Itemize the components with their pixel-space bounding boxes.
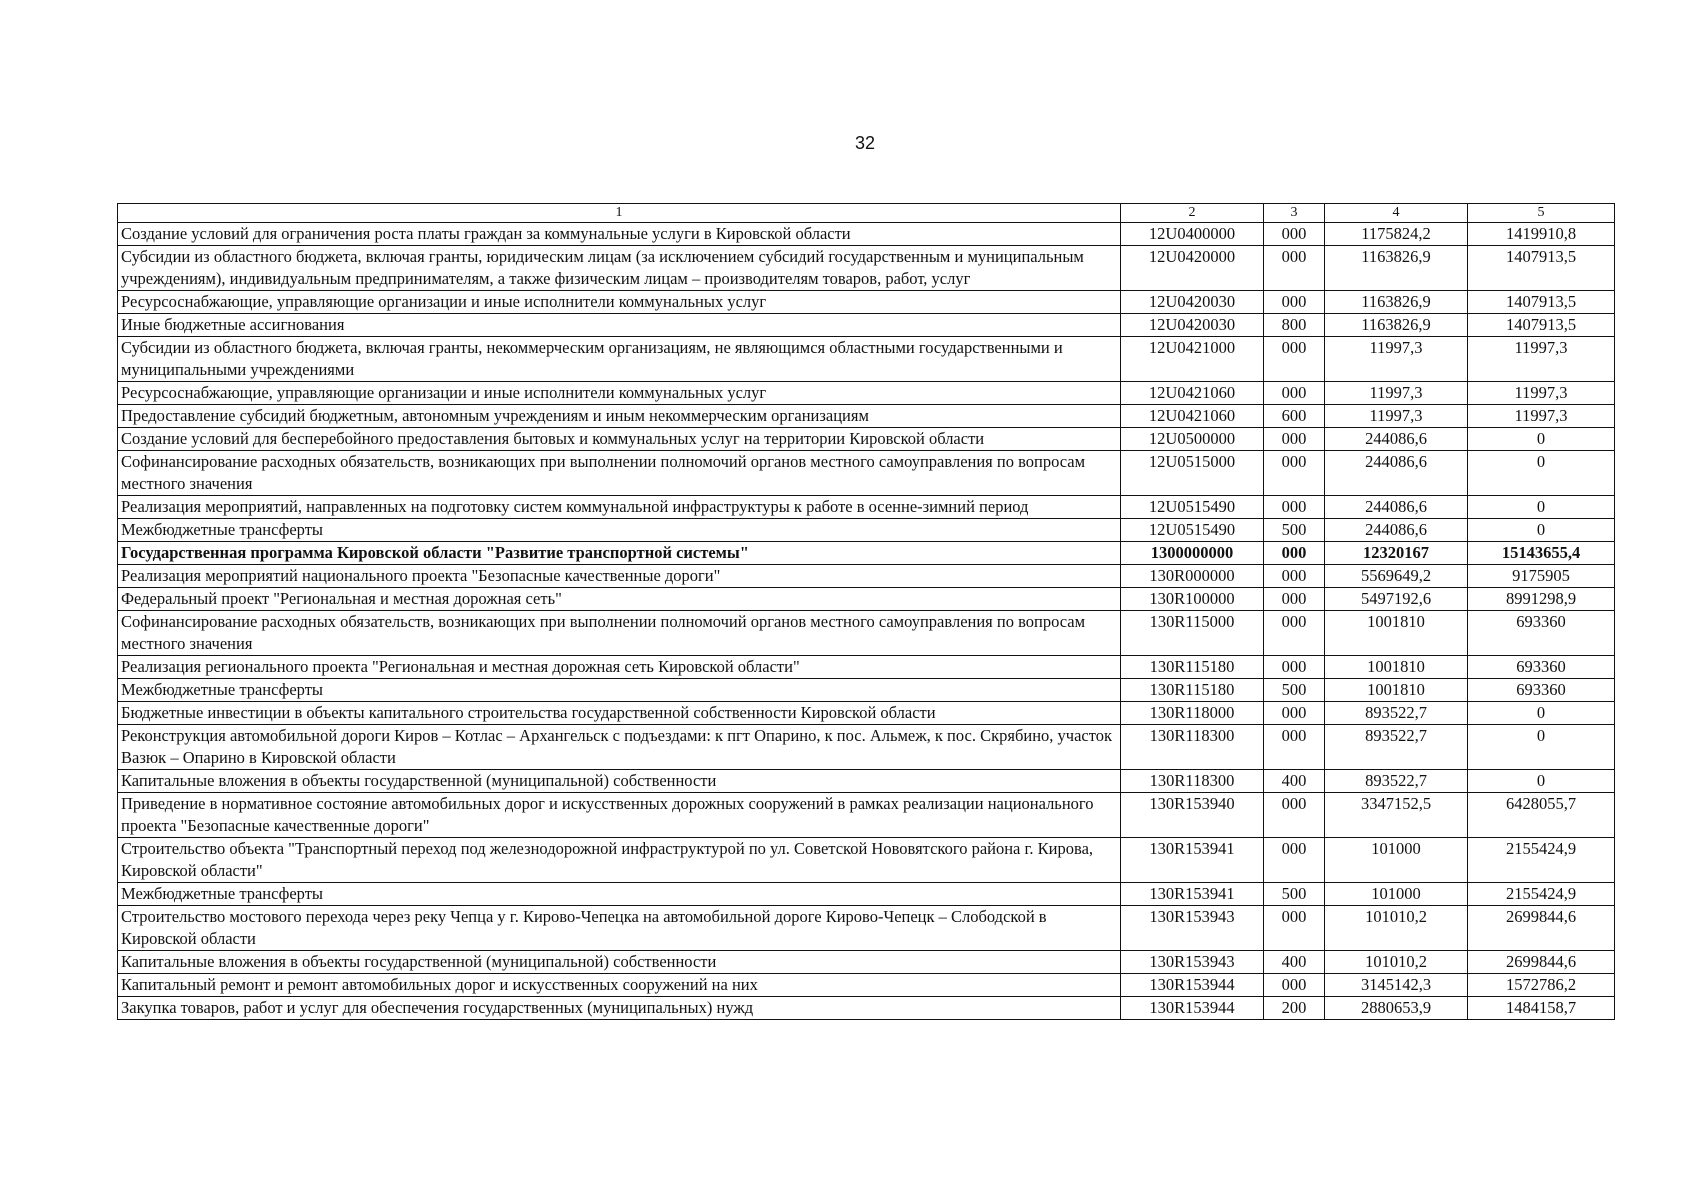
- row-name-cell: Ресурсоснабжающие, управляющие организации и иные исполнители коммунальных услуг: [118, 382, 1121, 405]
- row-value-2021-cell: 1001810: [1325, 656, 1468, 679]
- row-expense-type-cell: 000: [1264, 974, 1325, 997]
- table-row: [118, 519, 1615, 542]
- table-row: [118, 679, 1615, 702]
- row-value-2022-cell: 2699844,6: [1468, 951, 1615, 974]
- row-name-cell: Субсидии из областного бюджета, включая гранты, юридическим лицам (за исключением субсидий государственным и муниципальным учреждениям), индивидуальным предпринимателям, а также физическим лицам – производителям товаров, работ, услуг: [118, 246, 1121, 291]
- row-expense-type-cell: 600: [1264, 405, 1325, 428]
- row-expense-type-cell: 000: [1264, 793, 1325, 838]
- row-expense-type-cell: 800: [1264, 314, 1325, 337]
- row-value-2021-cell: 893522,7: [1325, 770, 1468, 793]
- row-value-2022-cell: 1407913,5: [1468, 246, 1615, 291]
- row-code-cell: 130R153941: [1121, 838, 1264, 883]
- row-value-2021-cell: 244086,6: [1325, 519, 1468, 542]
- row-value-2021-cell: 101000: [1325, 883, 1468, 906]
- row-expense-type-cell: 500: [1264, 679, 1325, 702]
- row-value-2022-cell: 6428055,7: [1468, 793, 1615, 838]
- row-code-cell: 130R115180: [1121, 656, 1264, 679]
- table-row: [118, 382, 1615, 405]
- row-expense-type-cell: 500: [1264, 883, 1325, 906]
- row-value-2021-cell: 1163826,9: [1325, 291, 1468, 314]
- table-row: [118, 883, 1615, 906]
- row-code-cell: 12U0420030: [1121, 314, 1264, 337]
- row-value-2021-cell: 12320167: [1325, 542, 1468, 565]
- table-body: [118, 223, 1615, 1020]
- table-row: [118, 770, 1615, 793]
- row-code-cell: 12U0420030: [1121, 291, 1264, 314]
- row-value-2022-cell: 0: [1468, 428, 1615, 451]
- row-expense-type-cell: 000: [1264, 611, 1325, 656]
- table-row: [118, 906, 1615, 951]
- row-value-2022-cell: 0: [1468, 519, 1615, 542]
- table-row: [118, 565, 1615, 588]
- row-expense-type-cell: 400: [1264, 770, 1325, 793]
- row-name-cell: Софинансирование расходных обязательств, возникающих при выполнении полномочий органов местного самоуправления по вопросам местного значения: [118, 451, 1121, 496]
- row-value-2021-cell: 1163826,9: [1325, 314, 1468, 337]
- row-name-cell: Межбюджетные трансферты: [118, 519, 1121, 542]
- row-value-2022-cell: 1419910,8: [1468, 223, 1615, 246]
- table-row: [118, 588, 1615, 611]
- row-expense-type-cell: 000: [1264, 291, 1325, 314]
- table-row: [118, 974, 1615, 997]
- row-name-cell: Создание условий для ограничения роста платы граждан за коммунальные услуги в Кировской области: [118, 223, 1121, 246]
- row-code-cell: 130R118300: [1121, 725, 1264, 770]
- row-value-2021-cell: 1001810: [1325, 679, 1468, 702]
- header-col-3: 3: [1264, 204, 1325, 223]
- row-value-2022-cell: 11997,3: [1468, 337, 1615, 382]
- row-value-2022-cell: 0: [1468, 725, 1615, 770]
- row-code-cell: 12U0420000: [1121, 246, 1264, 291]
- table-row: [118, 725, 1615, 770]
- row-code-cell: 12U0515000: [1121, 451, 1264, 496]
- row-name-cell: Приведение в нормативное состояние автомобильных дорог и искусственных дорожных сооружений в рамках реализации национального проекта "Безопасные качественные дороги": [118, 793, 1121, 838]
- row-expense-type-cell: 000: [1264, 906, 1325, 951]
- row-code-cell: 130R118000: [1121, 702, 1264, 725]
- table-row: [118, 405, 1615, 428]
- row-value-2021-cell: 1163826,9: [1325, 246, 1468, 291]
- row-expense-type-cell: 000: [1264, 838, 1325, 883]
- row-value-2022-cell: 693360: [1468, 611, 1615, 656]
- row-code-cell: 130R100000: [1121, 588, 1264, 611]
- row-value-2022-cell: 693360: [1468, 679, 1615, 702]
- row-value-2021-cell: 893522,7: [1325, 702, 1468, 725]
- row-code-cell: 130R115180: [1121, 679, 1264, 702]
- row-value-2021-cell: 11997,3: [1325, 405, 1468, 428]
- row-value-2021-cell: 101010,2: [1325, 906, 1468, 951]
- row-code-cell: 130R153941: [1121, 883, 1264, 906]
- row-expense-type-cell: 000: [1264, 702, 1325, 725]
- row-value-2021-cell: 3347152,5: [1325, 793, 1468, 838]
- row-name-cell: Федеральный проект "Региональная и местная дорожная сеть": [118, 588, 1121, 611]
- row-name-cell: Реализация мероприятий, направленных на подготовку систем коммунальной инфраструктуры к работе в осенне-зимний период: [118, 496, 1121, 519]
- row-value-2021-cell: 5569649,2: [1325, 565, 1468, 588]
- table-row: [118, 496, 1615, 519]
- row-expense-type-cell: 000: [1264, 656, 1325, 679]
- row-name-cell: Строительство мостового перехода через реку Чепца у г. Кирово-Чепецка на автомобильной дороге Кирово-Чепецк – Слободской в Кировской области: [118, 906, 1121, 951]
- row-value-2022-cell: 11997,3: [1468, 382, 1615, 405]
- table-row: [118, 951, 1615, 974]
- row-name-cell: Реализация мероприятий национального проекта "Безопасные качественные дороги": [118, 565, 1121, 588]
- row-code-cell: 130R153943: [1121, 951, 1264, 974]
- row-code-cell: 12U0400000: [1121, 223, 1264, 246]
- row-name-cell: Реконструкция автомобильной дороги Киров – Котлас – Архангельск с подъездами: к пгт Опарино, к пос. Альмеж, к пос. Скрябино, участок Вазюк – Опарино в Кировской области: [118, 725, 1121, 770]
- row-name-cell: Строительство объекта "Транспортный переход под железнодорожной инфраструктурой по ул. Советской Нововятского района г. Кирова, Кировской области": [118, 838, 1121, 883]
- row-code-cell: 12U0421060: [1121, 405, 1264, 428]
- table-row: [118, 997, 1615, 1020]
- row-value-2021-cell: 244086,6: [1325, 428, 1468, 451]
- row-expense-type-cell: 000: [1264, 725, 1325, 770]
- row-name-cell: Межбюджетные трансферты: [118, 679, 1121, 702]
- row-expense-type-cell: 000: [1264, 246, 1325, 291]
- row-code-cell: 12U0500000: [1121, 428, 1264, 451]
- table-row: [118, 291, 1615, 314]
- row-code-cell: 130R153944: [1121, 997, 1264, 1020]
- row-value-2022-cell: 1407913,5: [1468, 291, 1615, 314]
- row-value-2022-cell: 2155424,9: [1468, 838, 1615, 883]
- table-row: [118, 611, 1615, 656]
- table-row: [118, 656, 1615, 679]
- row-code-cell: 130R153944: [1121, 974, 1264, 997]
- row-name-cell: Ресурсоснабжающие, управляющие организации и иные исполнители коммунальных услуг: [118, 291, 1121, 314]
- row-name-cell: Капитальный ремонт и ремонт автомобильных дорог и искусственных сооружений на них: [118, 974, 1121, 997]
- budget-table: [117, 203, 1615, 1020]
- row-code-cell: 130R000000: [1121, 565, 1264, 588]
- table-row: [118, 838, 1615, 883]
- row-name-cell: Капитальные вложения в объекты государственной (муниципальной) собственности: [118, 770, 1121, 793]
- row-expense-type-cell: 000: [1264, 496, 1325, 519]
- table-row: [118, 314, 1615, 337]
- row-code-cell: 12U0421060: [1121, 382, 1264, 405]
- row-expense-type-cell: 000: [1264, 565, 1325, 588]
- table-row: [118, 451, 1615, 496]
- row-name-cell: Субсидии из областного бюджета, включая гранты, некоммерческим организациям, не являющимся областными государственными и муниципальными учреждениями: [118, 337, 1121, 382]
- row-expense-type-cell: 000: [1264, 428, 1325, 451]
- table-row: [118, 542, 1615, 565]
- row-name-cell: Межбюджетные трансферты: [118, 883, 1121, 906]
- row-name-cell: Создание условий для бесперебойного предоставления бытовых и коммунальных услуг на территории Кировской области: [118, 428, 1121, 451]
- table-row: [118, 246, 1615, 291]
- row-name-cell: Закупка товаров, работ и услуг для обеспечения государственных (муниципальных) нужд: [118, 997, 1121, 1020]
- row-expense-type-cell: 500: [1264, 519, 1325, 542]
- row-code-cell: 12U0421000: [1121, 337, 1264, 382]
- row-name-cell: Капитальные вложения в объекты государственной (муниципальной) собственности: [118, 951, 1121, 974]
- row-value-2022-cell: 2155424,9: [1468, 883, 1615, 906]
- row-expense-type-cell: 200: [1264, 997, 1325, 1020]
- row-value-2022-cell: 1407913,5: [1468, 314, 1615, 337]
- header-col-1: 1: [118, 204, 1121, 223]
- row-value-2021-cell: 2880653,9: [1325, 997, 1468, 1020]
- row-expense-type-cell: 000: [1264, 223, 1325, 246]
- row-code-cell: 130R153940: [1121, 793, 1264, 838]
- header-col-5: 5: [1468, 204, 1615, 223]
- header-col-2: 2: [1121, 204, 1264, 223]
- table-row: [118, 702, 1615, 725]
- row-value-2021-cell: 1175824,2: [1325, 223, 1468, 246]
- row-code-cell: 1300000000: [1121, 542, 1264, 565]
- row-code-cell: 130R118300: [1121, 770, 1264, 793]
- row-name-cell: Софинансирование расходных обязательств, возникающих при выполнении полномочий органов местного самоуправления по вопросам местного значения: [118, 611, 1121, 656]
- row-value-2021-cell: 1001810: [1325, 611, 1468, 656]
- row-value-2021-cell: 893522,7: [1325, 725, 1468, 770]
- row-value-2022-cell: 1572786,2: [1468, 974, 1615, 997]
- table-row: [118, 428, 1615, 451]
- row-expense-type-cell: 000: [1264, 382, 1325, 405]
- row-code-cell: 130R153943: [1121, 906, 1264, 951]
- row-value-2022-cell: 11997,3: [1468, 405, 1615, 428]
- row-value-2022-cell: 9175905: [1468, 565, 1615, 588]
- row-value-2021-cell: 101010,2: [1325, 951, 1468, 974]
- row-value-2022-cell: 693360: [1468, 656, 1615, 679]
- page-number: 32: [854, 133, 876, 153]
- table-row: [118, 223, 1615, 246]
- row-expense-type-cell: 000: [1264, 588, 1325, 611]
- table-row: [118, 793, 1615, 838]
- row-value-2021-cell: 3145142,3: [1325, 974, 1468, 997]
- row-code-cell: 12U0515490: [1121, 519, 1264, 542]
- row-value-2022-cell: 0: [1468, 770, 1615, 793]
- row-expense-type-cell: 000: [1264, 451, 1325, 496]
- row-value-2022-cell: 0: [1468, 702, 1615, 725]
- row-name-cell: Реализация регионального проекта "Региональная и местная дорожная сеть Кировской области": [118, 656, 1121, 679]
- table-row: [118, 337, 1615, 382]
- row-value-2021-cell: 11997,3: [1325, 382, 1468, 405]
- row-name-cell: Предоставление субсидий бюджетным, автономным учреждениям и иным некоммерческим организациям: [118, 405, 1121, 428]
- row-expense-type-cell: 000: [1264, 542, 1325, 565]
- row-value-2022-cell: 0: [1468, 496, 1615, 519]
- row-value-2022-cell: 15143655,4: [1468, 542, 1615, 565]
- row-value-2021-cell: 244086,6: [1325, 451, 1468, 496]
- row-value-2021-cell: 101000: [1325, 838, 1468, 883]
- row-code-cell: 130R115000: [1121, 611, 1264, 656]
- row-value-2021-cell: 5497192,6: [1325, 588, 1468, 611]
- table-header-row: [118, 204, 1615, 223]
- header-col-4: 4: [1325, 204, 1468, 223]
- row-value-2021-cell: 11997,3: [1325, 337, 1468, 382]
- row-name-cell: Государственная программа Кировской области "Развитие транспортной системы": [118, 542, 1121, 565]
- row-name-cell: Бюджетные инвестиции в объекты капитального строительства государственной собственности Кировской области: [118, 702, 1121, 725]
- row-name-cell: Иные бюджетные ассигнования: [118, 314, 1121, 337]
- row-value-2022-cell: 8991298,9: [1468, 588, 1615, 611]
- row-expense-type-cell: 000: [1264, 337, 1325, 382]
- row-code-cell: 12U0515490: [1121, 496, 1264, 519]
- row-expense-type-cell: 400: [1264, 951, 1325, 974]
- row-value-2022-cell: 2699844,6: [1468, 906, 1615, 951]
- row-value-2022-cell: 0: [1468, 451, 1615, 496]
- row-value-2022-cell: 1484158,7: [1468, 997, 1615, 1020]
- row-value-2021-cell: 244086,6: [1325, 496, 1468, 519]
